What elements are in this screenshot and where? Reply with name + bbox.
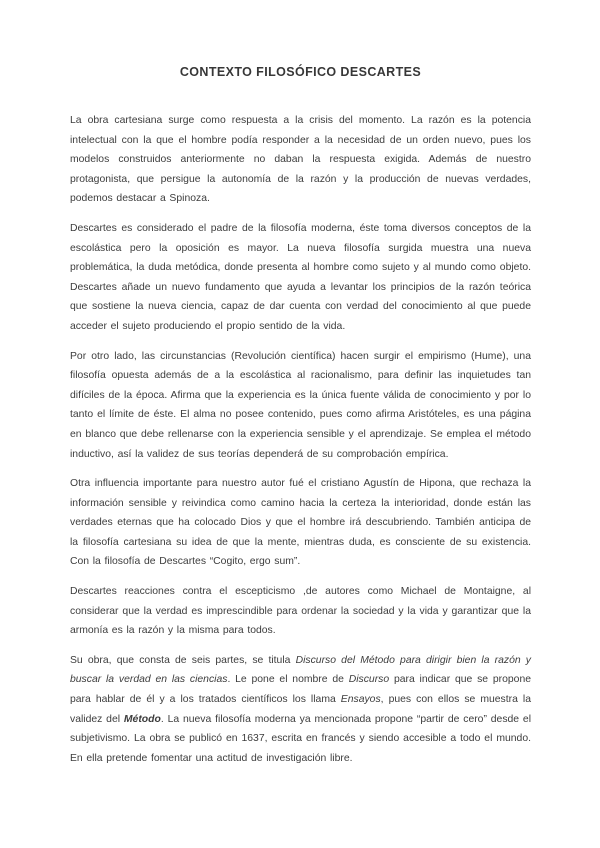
page-title: CONTEXTO FILOSÓFICO DESCARTES (179, 65, 422, 79)
text-run: para indicar que se propone para hablar de él y a los tratados científicos los llama (70, 674, 532, 706)
text-run: Su obra, que consta de seis partes, se titula (70, 654, 296, 666)
text-run: Otra influencia importante para nuestro autor fué el cristiano Agustín de Hipona, que rechaza la información sensible y reivindica como camino hacia la certeza la interioridad, donde están las verdades eternas que ha colocado Dios y que el hombre irá descubriendo. También anticipa de la filosofía cartesiana su idea de que la mente, mientras duda, es consciente de su existencia. Con la filosofía de Descartes “Cogito, ergo sum”. (70, 478, 531, 568)
paragraph (70, 582, 531, 641)
text-run: Descartes reacciones contra el escepticismo ,de autores como Michael de Montaigne, al considerar que la verdad es imprescindible para ordenar la sociedad y la vida y garantizar que la armonía es la razón y la misma para todos. (70, 586, 531, 637)
work-title-text: Ensayos (340, 694, 381, 706)
text-run: Por otro lado, las circunstancias (Revolución científica) hacen surgir el empirismo (Hume), una filosofía opuesta además de a la escolástica al racionalismo, para definir las inquietudes tan difíciles de la época. Afirma que la experiencia es la única fuente válida de conocimiento y por lo tanto el límite de éste. El alma no posee contenido, pues como afirma Aristóteles, es una página en blanco que debe rellenarse con la experiencia sensible y el aprendizaje. Se emplea el método inductivo, así la validez de sus teorías dependerá de su comprobación empírica. (70, 350, 531, 460)
paragraph (70, 111, 531, 209)
work-title-text: Discurso del Método para dirigir bien la razón y buscar la verdad en las ciencias (70, 654, 531, 686)
work-title-text: Discurso (348, 674, 390, 686)
text-run: La obra cartesiana surge como respuesta a la crisis del momento. La razón es la potencia intelectual con la que el hombre podía responder a la necesidad de un orden nuevo, pues los modelos construidos anteriormente no daban la respuesta exigida. Además de nuestro protagonista, que persigue la autonomía de la razón y la producción de nuevas verdades, podemos destacar a Spinoza. (70, 115, 531, 205)
paragraph (70, 219, 531, 337)
work-title-text: Método (123, 713, 161, 725)
paragraph (70, 474, 531, 572)
paragraph (70, 651, 531, 769)
text-run: Descartes es considerado el padre de la filosofía moderna, éste toma diversos conceptos de la escolástica pero la oposición es mayor. La nueva filosofía surgida muestra una nueva problemática, la duda metódica, donde presenta al hombre como sujeto y al mundo como objeto. Descartes añade un nuevo fundamento que ayuda a levantar los principios de la razón teórica que sostiene la nueva ciencia, capaz de dar cuenta con verdad del conocimiento al que puede acceder el sujeto produciendo el propio sentido de la vida. (70, 222, 531, 332)
paragraph (70, 347, 531, 465)
document-body (70, 111, 531, 768)
text-run: . Le pone el nombre de (227, 674, 349, 686)
text-run: . La nueva filosofía moderna ya mencionada propone “partir de cero” desde el subjetivismo. La obra se publicó en 1637, escrita en francés y siendo accesible a todo el mundo. En ella pretende fomentar una actitud de investigación libre. (70, 713, 532, 764)
text-run: , pues con ellos se muestra la validez del (70, 694, 531, 725)
